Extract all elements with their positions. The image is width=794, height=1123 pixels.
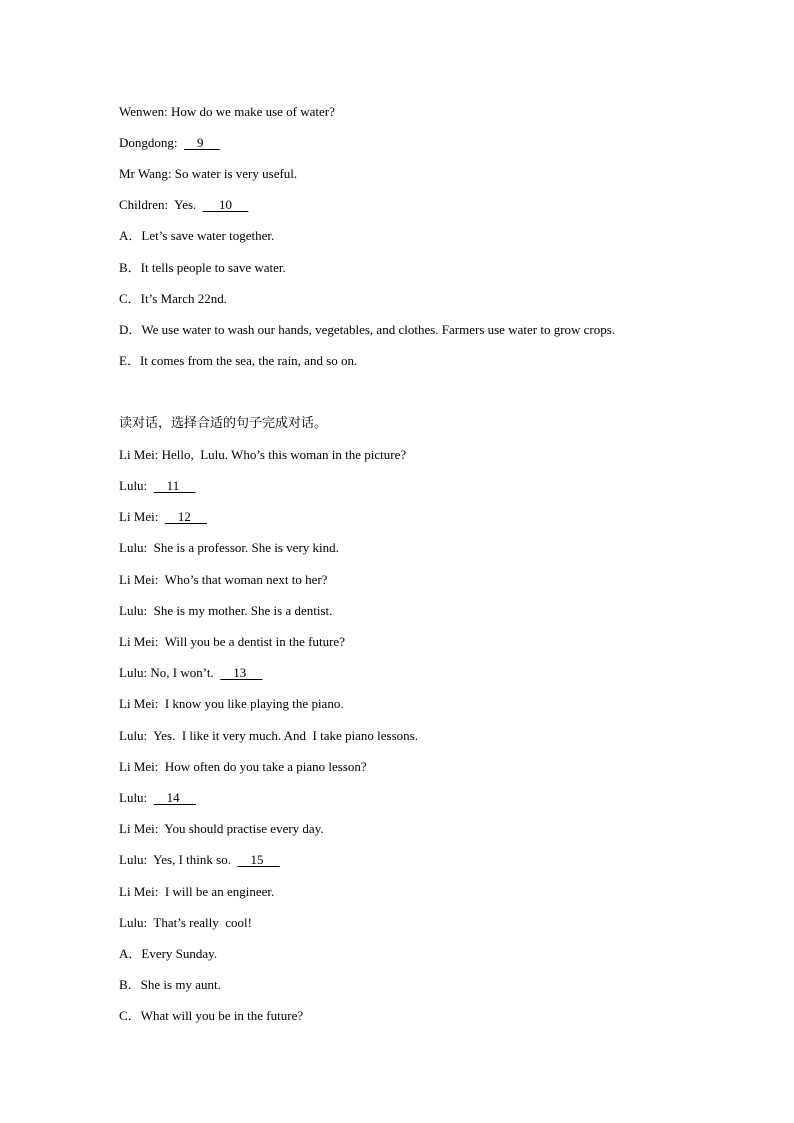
answer-blank: 12 — [164, 509, 208, 524]
dialogue-line: Li Mei: I will be an engineer. — [119, 884, 275, 899]
speaker-label: Lulu: — [119, 790, 154, 805]
speaker-label: Children: Yes. — [119, 197, 203, 212]
dialogue-line: Lulu: She is a professor. She is very kind. — [119, 540, 339, 555]
dialogue-line — [119, 135, 220, 151]
answer-blank: 11 — [153, 478, 196, 493]
dialogue-line: Li Mei: Will you be a dentist in the future? — [119, 634, 345, 649]
dialogue-line — [119, 478, 195, 494]
dialogue-line: Li Mei: You should practise every day. — [119, 821, 324, 836]
dialogue-line — [119, 197, 248, 213]
dialogue-line: Lulu: That’s really cool! — [119, 915, 252, 930]
dialogue-line — [119, 665, 262, 681]
answer-blank: 13 — [220, 665, 263, 680]
dialogue-line — [119, 509, 207, 525]
speaker-label: Lulu: — [119, 478, 154, 493]
answer-blank: 15 — [237, 852, 280, 867]
dialogue-line: Li Mei: How often do you take a piano lesson? — [119, 759, 367, 774]
dialogue-line: Mr Wang: So water is very useful. — [119, 166, 298, 181]
option-b: B．She is my aunt. — [119, 977, 221, 992]
dialogue-line: Lulu: Yes. I like it very much. And I take piano lessons. — [119, 728, 418, 743]
speaker-label: Lulu: No, I won’t. — [119, 665, 221, 680]
option-c: C．What will you be in the future? — [119, 1008, 304, 1023]
option-a: A．Let’s save water together. — [119, 228, 275, 243]
answer-blank: 10 — [202, 197, 249, 212]
speaker-label: Lulu: Yes, I think so. — [119, 852, 238, 867]
section-heading: 读对话，选择合适的句子完成对话。 — [119, 416, 328, 431]
dialogue-line: Li Mei: Who’s that woman next to her? — [119, 572, 328, 587]
dialogue-line: Li Mei: I know you like playing the piano. — [119, 696, 344, 711]
option-c: C．It’s March 22nd. — [119, 291, 227, 306]
speaker-label: Dongdong: — [119, 135, 184, 150]
dialogue-line — [119, 852, 280, 868]
answer-blank: 9 — [184, 135, 220, 150]
option-d: D．We use water to wash our hands, vegetables, and clothes. Farmers use water to grow crops. — [119, 322, 616, 337]
option-b: B．It tells people to save water. — [119, 260, 286, 275]
dialogue-line: Li Mei: Hello, Lulu. Who’s this woman in the picture? — [119, 447, 407, 462]
dialogue-line: Lulu: She is my mother. She is a dentist. — [119, 603, 333, 618]
option-a: A．Every Sunday. — [119, 946, 218, 961]
dialogue-line: Wenwen: How do we make use of water? — [119, 104, 335, 119]
speaker-label: Li Mei: — [119, 509, 165, 524]
option-e: E．It comes from the sea, the rain, and so on. — [119, 353, 358, 368]
dialogue-line — [119, 790, 196, 806]
answer-blank: 14 — [153, 790, 196, 805]
